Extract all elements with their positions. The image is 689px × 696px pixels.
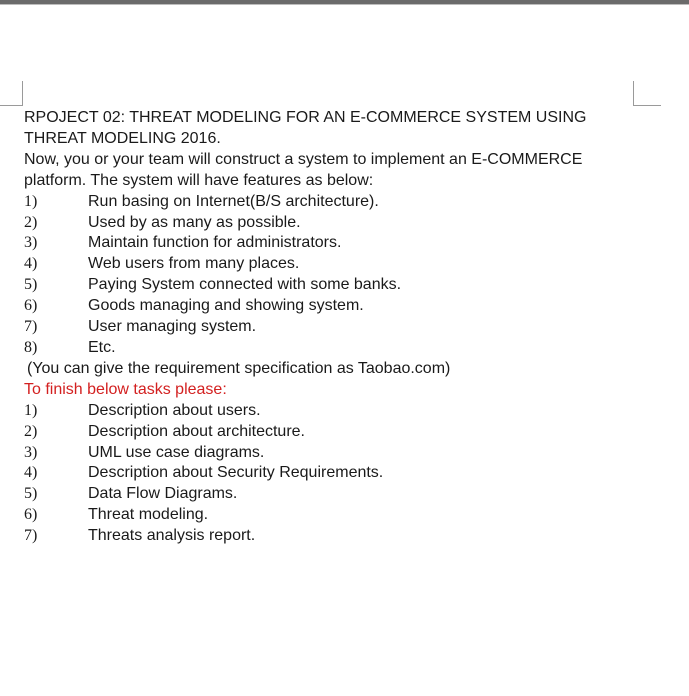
feature-text: Used by as many as possible.: [88, 213, 301, 231]
task-text: UML use case diagrams.: [88, 443, 265, 461]
feature-number: 2): [24, 213, 38, 231]
tasks-heading: To finish below tasks please:: [24, 380, 227, 398]
feature-text: Goods managing and showing system.: [88, 297, 364, 315]
intro-line-2: platform. The system will have features as below:: [24, 171, 374, 189]
page-corner-mark-left: [22, 81, 23, 106]
task-text: Description about Security Requirements.: [88, 464, 384, 482]
task-item: [24, 463, 664, 484]
task-item: [24, 526, 664, 547]
feature-text: Maintain function for administrators.: [88, 234, 342, 252]
task-item: [24, 443, 664, 464]
feature-item: [24, 338, 664, 359]
task-list: [24, 401, 664, 547]
task-text: Threats analysis report.: [88, 527, 256, 545]
task-item: [24, 505, 664, 526]
task-number: 5): [24, 485, 38, 503]
document-body: [24, 108, 664, 547]
task-number: 7): [24, 527, 38, 545]
page-corner-mark-left-horizontal: [0, 105, 23, 106]
document-title-line-1: RPOJECT 02: THREAT MODELING FOR AN E-COMMERCE SYSTEM USING: [24, 109, 587, 126]
task-number: 6): [24, 506, 38, 524]
feature-item: [24, 317, 664, 338]
feature-text: Run basing on Internet(B/S architecture).: [88, 192, 379, 210]
task-item: [24, 484, 664, 505]
task-text: Description about architecture.: [88, 422, 305, 440]
window-top-border-highlight: [0, 4, 689, 5]
page-corner-mark-right: [633, 81, 634, 106]
feature-number: 7): [24, 318, 38, 336]
task-item: [24, 422, 664, 443]
task-number: 2): [24, 422, 38, 440]
feature-text: Paying System connected with some banks.: [88, 276, 402, 294]
feature-number: 1): [24, 192, 38, 210]
page-corner-mark-right-horizontal: [633, 105, 661, 106]
feature-item: [24, 192, 664, 213]
document-title-line-2: THREAT MODELING 2016.: [24, 129, 221, 147]
task-number: 4): [24, 464, 38, 482]
intro-line-1: Now, you or your team will construct a system to implement an E-COMMERCE: [24, 150, 583, 168]
task-number: 1): [24, 401, 38, 419]
task-text: Description about users.: [88, 401, 261, 419]
task-item: [24, 401, 664, 422]
task-number: 3): [24, 443, 38, 461]
feature-number: 6): [24, 297, 38, 315]
feature-text: Etc.: [88, 338, 116, 356]
feature-item: [24, 275, 664, 296]
feature-number: 4): [24, 255, 38, 273]
feature-text: Web users from many places.: [88, 255, 300, 273]
requirement-note: (You can give the requirement specification as Taobao.com): [27, 359, 451, 377]
feature-number: 3): [24, 234, 38, 252]
feature-number: 8): [24, 338, 38, 356]
feature-item: [24, 233, 664, 254]
task-text: Data Flow Diagrams.: [88, 485, 238, 503]
feature-list: [24, 192, 664, 359]
feature-item: [24, 213, 664, 234]
feature-item: [24, 296, 664, 317]
feature-number: 5): [24, 276, 38, 294]
feature-text: User managing system.: [88, 318, 257, 336]
task-text: Threat modeling.: [88, 506, 209, 524]
feature-item: [24, 254, 664, 275]
